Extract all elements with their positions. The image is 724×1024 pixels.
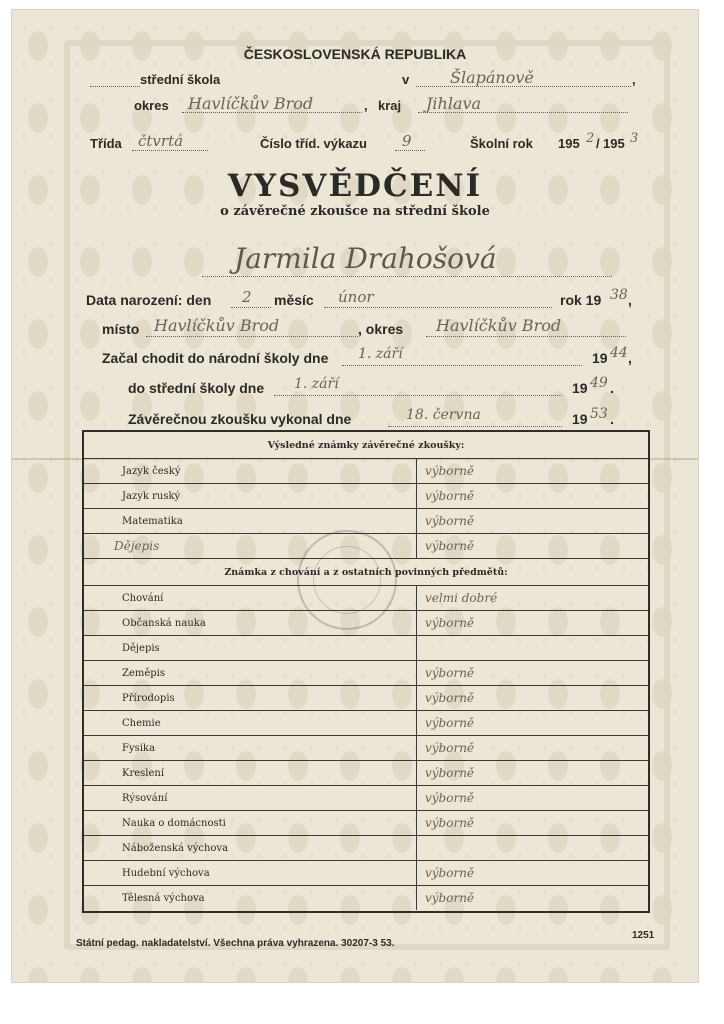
birth-district-label-text: okres bbox=[365, 321, 404, 337]
behavior-heading: Známka z chování a z ostatních povinných předmětů: bbox=[84, 559, 648, 586]
subject-cell: Tělesná výchova bbox=[84, 886, 417, 911]
report-line bbox=[395, 150, 425, 151]
student-name: Jarmila Drahošová bbox=[234, 242, 497, 275]
birth-month-line bbox=[324, 307, 552, 308]
subject-cell: Náboženská výchova bbox=[84, 836, 417, 861]
subject-cell: Dějepis bbox=[84, 636, 417, 661]
exam-heading: Výsledné známky závěrečné zkoušky: bbox=[84, 432, 648, 459]
table-row bbox=[84, 836, 648, 861]
grade-cell: výborně bbox=[417, 484, 649, 509]
subject-cell-handwritten: Dějepis bbox=[84, 534, 417, 559]
secondary-school-label: do střední školy dne bbox=[128, 380, 265, 396]
birth-label: Data narození: den bbox=[86, 292, 212, 308]
table-row bbox=[84, 761, 648, 786]
year-label: Školní rok bbox=[470, 136, 533, 151]
subject-cell: Přírodopis bbox=[84, 686, 417, 711]
subject-cell: Nauka o domácnosti bbox=[84, 811, 417, 836]
class-value: čtvrtá bbox=[138, 132, 184, 150]
table-row bbox=[84, 636, 648, 661]
year-from-prefix: 195 bbox=[558, 136, 580, 151]
table-row bbox=[84, 861, 648, 886]
grade-cell: výborně bbox=[417, 459, 649, 484]
school-type-label: střední škola bbox=[140, 72, 221, 87]
birth-district-line bbox=[426, 336, 626, 337]
class-line bbox=[132, 150, 208, 151]
school-dots bbox=[90, 86, 140, 87]
birth-day: 2 bbox=[242, 288, 252, 306]
subject-cell: Fysika bbox=[84, 736, 417, 761]
grade-cell: výborně bbox=[417, 711, 649, 736]
birth-day-line bbox=[231, 307, 271, 308]
location-prefix: v bbox=[402, 72, 410, 87]
exam-heading-row bbox=[84, 432, 648, 459]
subject-cell: Chemie bbox=[84, 711, 417, 736]
birth-month: únor bbox=[338, 288, 374, 306]
subject-cell: Jazyk český bbox=[84, 459, 417, 484]
grade-cell: výborně bbox=[417, 761, 649, 786]
grade-cell: výborně bbox=[417, 736, 649, 761]
table-row bbox=[84, 786, 648, 811]
print-code: 30207-3 53. bbox=[341, 938, 395, 949]
exam-date-line bbox=[388, 426, 562, 427]
table-row bbox=[84, 811, 648, 836]
birth-place-label: místo bbox=[102, 321, 140, 337]
grade-cell: výborně bbox=[417, 786, 649, 811]
subject-cell: Hudební výchova bbox=[84, 861, 417, 886]
exam-date: 18. června bbox=[406, 407, 481, 423]
year-to-suffix: 3 bbox=[630, 131, 639, 146]
subject-cell: Matematika bbox=[84, 509, 417, 534]
location-value: Šlapánově bbox=[450, 68, 534, 87]
table-row bbox=[84, 886, 648, 911]
birth-district-label: , okres bbox=[358, 321, 404, 337]
subject-cell: Chování bbox=[84, 586, 417, 611]
district-value: Havlíčkův Brod bbox=[188, 94, 314, 113]
district-comma: , bbox=[364, 98, 368, 113]
table-row bbox=[84, 736, 648, 761]
grade-cell: výborně bbox=[417, 661, 649, 686]
table-row bbox=[84, 459, 648, 484]
grade-cell bbox=[417, 636, 649, 661]
birth-year-comma: , bbox=[628, 292, 632, 308]
grade-cell: výborně bbox=[417, 534, 649, 559]
grade-cell: výborně bbox=[417, 509, 649, 534]
secondary-year-period: . bbox=[610, 380, 614, 396]
student-name-line bbox=[202, 276, 612, 277]
table-row bbox=[84, 686, 648, 711]
grade-cell: výborně bbox=[417, 611, 649, 636]
exam-year: 53 bbox=[590, 406, 608, 422]
table-row bbox=[84, 611, 648, 636]
exam-label: Závěrečnou zkoušku vykonal dne bbox=[128, 411, 352, 427]
location-comma: , bbox=[632, 72, 636, 87]
subject-cell: Občanská nauka bbox=[84, 611, 417, 636]
birth-place: Havlíčkův Brod bbox=[154, 316, 280, 335]
table-row bbox=[84, 661, 648, 686]
behavior-heading-row bbox=[84, 559, 648, 586]
birth-place-line bbox=[146, 336, 358, 337]
secondary-date: 1. září bbox=[294, 376, 339, 392]
publisher-note bbox=[76, 938, 395, 949]
republic-heading: ČESKOSLOVENSKÁ REPUBLIKA bbox=[243, 46, 467, 62]
primary-year-prefix: 19 bbox=[592, 350, 608, 366]
grades-table bbox=[82, 430, 650, 913]
publisher-text: Státní pedag. nakladatelství. Všechna práva vyhrazena. bbox=[76, 938, 339, 949]
primary-date: 1. září bbox=[358, 346, 403, 362]
grade-cell: výborně bbox=[417, 811, 649, 836]
year-from-suffix: 2 bbox=[586, 131, 595, 146]
primary-school-label: Začal chodit do národní školy dne bbox=[102, 350, 329, 366]
secondary-date-line bbox=[274, 395, 562, 396]
year-slash: / bbox=[596, 136, 600, 151]
year-to-prefix: 195 bbox=[603, 136, 625, 151]
birth-year-label: rok 19 bbox=[560, 292, 602, 308]
region-value: Jihlava bbox=[426, 94, 482, 113]
primary-year: 44 bbox=[610, 345, 628, 361]
region-label: kraj bbox=[378, 98, 402, 113]
certificate-title: VYSVĚDČENÍ bbox=[227, 168, 483, 204]
grade-cell bbox=[417, 836, 649, 861]
birth-month-label: měsíc bbox=[274, 292, 314, 308]
certificate-sheet bbox=[12, 10, 698, 982]
form-number: 1251 bbox=[632, 930, 655, 941]
table-row bbox=[84, 484, 648, 509]
report-value: 9 bbox=[402, 132, 412, 150]
primary-date-line bbox=[342, 365, 582, 366]
subject-cell: Kreslení bbox=[84, 761, 417, 786]
report-label: Číslo tříd. výkazu bbox=[260, 136, 367, 151]
exam-year-period: . bbox=[610, 411, 614, 427]
grade-cell: velmi dobré bbox=[417, 586, 649, 611]
secondary-year-prefix: 19 bbox=[572, 380, 588, 396]
exam-year-prefix: 19 bbox=[572, 411, 588, 427]
certificate-subtitle: o závěrečné zkoušce na střední škole bbox=[220, 204, 490, 219]
grade-cell: výborně bbox=[417, 686, 649, 711]
subject-cell: Rýsování bbox=[84, 786, 417, 811]
table-row bbox=[84, 509, 648, 534]
table-row bbox=[84, 711, 648, 736]
table-row bbox=[84, 534, 648, 559]
grade-cell: výborně bbox=[425, 891, 475, 905]
birth-year: 38 bbox=[610, 287, 628, 303]
subject-cell: Zeměpis bbox=[84, 661, 417, 686]
grade-cell: výborně bbox=[417, 861, 649, 886]
class-label: Třída bbox=[90, 136, 122, 151]
subject-cell: Jazyk ruský bbox=[84, 484, 417, 509]
table-row bbox=[84, 586, 648, 611]
district-label: okres bbox=[134, 98, 169, 113]
secondary-year: 49 bbox=[590, 375, 608, 391]
birth-district: Havlíčkův Brod bbox=[436, 316, 562, 335]
primary-year-comma: , bbox=[628, 350, 632, 366]
